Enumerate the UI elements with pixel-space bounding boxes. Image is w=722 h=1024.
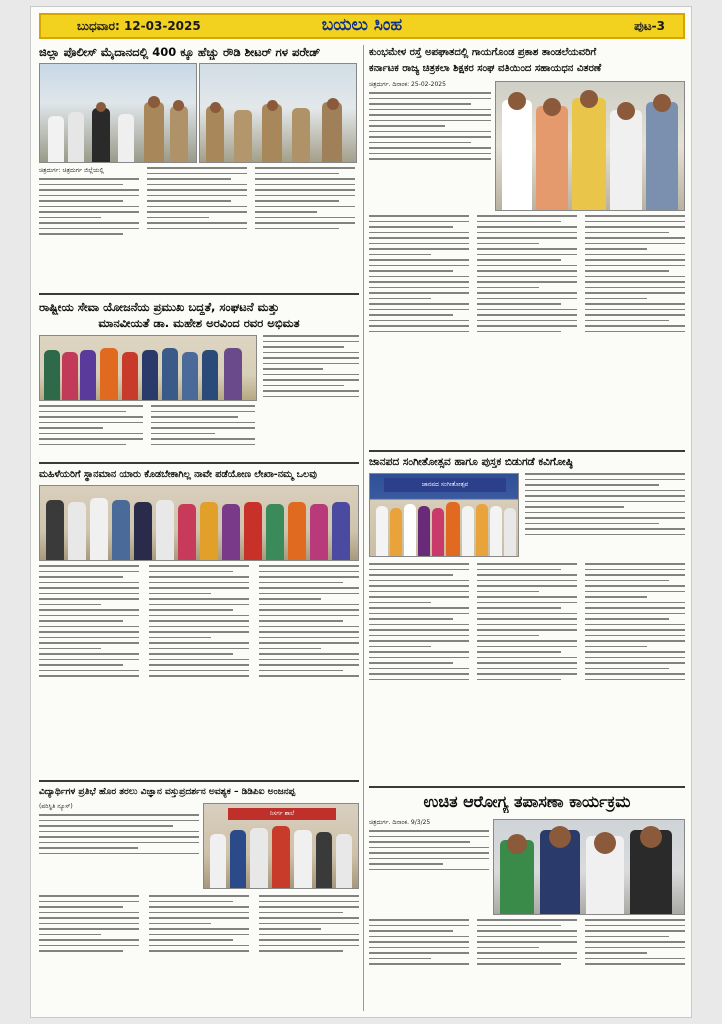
article-7-intro <box>369 819 489 915</box>
newspaper-name: ಬಯಲು ಸಿಂಹ <box>321 15 403 35</box>
article-1-photo-right <box>199 63 357 163</box>
article-6-photo <box>203 803 359 889</box>
article-3-headline-2: ಮಾನವೀಯತೆ ಡಾ. ಮಹೇಶ ಅರವಿಂದ ರವರ ಅಭಿಮತ <box>98 316 300 330</box>
article-1-body <box>39 167 357 287</box>
article-2-body <box>369 215 685 445</box>
masthead <box>39 13 685 39</box>
column-separator <box>363 45 364 1011</box>
article-6-lead: (ಪರಿಸ್ಥಿತಿ ನ್ಯೂಸ್) <box>39 803 73 810</box>
article-2-intro <box>369 81 491 211</box>
section-rule <box>39 780 359 782</box>
article-4-body <box>369 563 685 781</box>
section-rule <box>369 450 685 452</box>
article-6-body <box>39 895 359 1011</box>
article-4-side-text <box>525 473 685 557</box>
article-7-lead: ಚಿತ್ರದುರ್ಗ. ದಿನಾಂಕ. 9/3/25 <box>369 819 431 826</box>
article-3-headline-1: ರಾಷ್ಟ್ರೀಯ ಸೇವಾ ಯೋಜನೆಯ ಪ್ರಮುಖ ಬದ್ಧತೆ, ಸಂಘಟನೆ ಮತ್ತು <box>39 300 280 314</box>
article-5-body <box>39 565 359 775</box>
article-3-side-text <box>263 335 359 455</box>
article-4-photo-banner: ಜಾನಪದ ಸಂಗೀತೋತ್ಸವ <box>384 478 506 492</box>
article-3-body <box>39 405 257 457</box>
article-1-headline: ಜಿಲ್ಲಾ ಪೊಲೀಸ್ ಮೈದಾನದಲ್ಲಿ 400 ಕ್ಕೂ ಹೆಚ್ಚು ರೌಡಿ ಶೀಟರ್ ಗಳ ಪರೇಡ್ <box>39 45 321 59</box>
article-5-headline: ಮಹಿಳೆಯರಿಗೆ ಸ್ಥಾನಮಾನ ಯಾರು ಕೊಡಬೇಕಾಗಿಲ್ಲ ನಾವೇ ಪಡೆಯೋಣ ಲೇಖಾ-ನಮ್ಮ ಒಲವು <box>39 469 317 480</box>
article-3-photo <box>39 335 257 401</box>
article-7-headline: ಉಚಿತ ಆರೋಗ್ಯ ತಪಾಸಣಾ ಕಾರ್ಯಕ್ರಮ <box>423 792 631 811</box>
page-number: ಪುಟ-3 <box>634 19 665 33</box>
article-2-headline-2: ಕರ್ನಾಟಕ ರಾಜ್ಯ ಚಿತ್ರಕಲಾ ಶಿಕ್ಷಕರ ಸಂಘ ವತಿಯಿಂದ ಸಹಾಯಧನ ವಿತರಣೆ <box>369 63 602 74</box>
article-7-photo <box>493 819 685 915</box>
article-7-body <box>369 919 685 1011</box>
article-6-headline: ವಿದ್ಯಾರ್ಥಿಗಳ ಪ್ರತಿಭೆ ಹೊರ ತರಲು ವಿಜ್ಞಾನ ವಸ್ತುಪ್ರದರ್ಶನ ಅವಶ್ಯಕ – ಡಿಡಿಪಿಐ ಅಂಜನಪ್ಪ <box>39 787 296 797</box>
section-rule <box>39 462 359 464</box>
section-rule <box>369 786 685 788</box>
article-1-photo-left <box>39 63 197 163</box>
article-5-photo <box>39 485 359 561</box>
article-4-headline: ಜಾನಪದ ಸಂಗೀತೋತ್ಸವ ಹಾಗೂ ಪುಸ್ತಕ ಬಿಡುಗಡೆ ಕವಿಗೋಷ್ಠಿ <box>369 456 573 468</box>
article-2-headline-1: ಕುಂಭಮೇಳ ರಸ್ತೆ ಅಪಘಾತದಲ್ಲಿ ಗಾಯಗೊಂಡ ಪ್ರಕಾಶ ತಾಂಡಲೆಯವರಿಗೆ <box>369 47 597 58</box>
article-4-photo <box>369 473 519 557</box>
article-2-lead: ಚಿತ್ರದುರ್ಗ. ದಿನಾಂಕ: 25-02-2025 <box>369 81 446 88</box>
article-6-photo-banner: ನಿಸರ್ಗ ಶಾಲೆ <box>228 808 336 820</box>
issue-date: ಬುಧವಾರ: 12-03-2025 <box>77 19 201 33</box>
article-1-lead: ಚಿತ್ರದುರ್ಗ: ಚಿತ್ರದುರ್ಗ ಜಿಲ್ಲೆಯಲ್ಲಿ <box>39 167 104 174</box>
article-2-photo <box>495 81 685 211</box>
section-rule <box>39 293 359 295</box>
article-6-intro <box>39 803 199 891</box>
newspaper-page <box>30 6 692 1018</box>
